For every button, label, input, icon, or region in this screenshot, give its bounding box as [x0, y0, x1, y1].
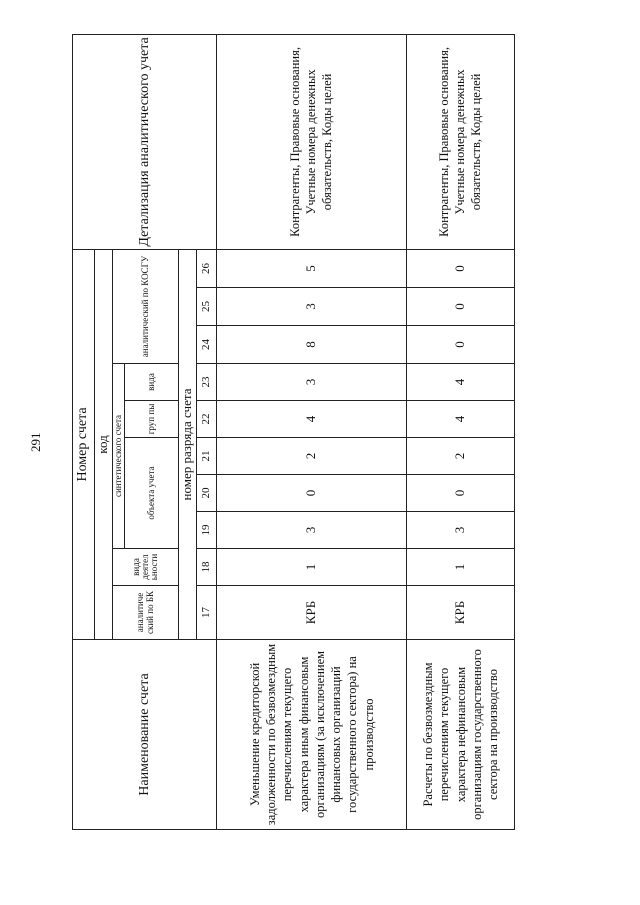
detail-cell: Контрагенты, Правовые основания, Учетные номера денежных обязательств, Коды целей [407, 34, 515, 249]
value-cell: 2 [217, 438, 407, 475]
value-cell: 4 [407, 401, 515, 438]
analytical-bk-header: аналитиче ский по БК [112, 586, 178, 640]
value-cell: 0 [407, 475, 515, 512]
col-number: 25 [197, 288, 217, 326]
col-number: 20 [197, 475, 217, 512]
account-number-header: Номер счета [73, 249, 95, 639]
value-cell: 8 [217, 326, 407, 364]
synthetic-header: синтетического счета [112, 364, 124, 549]
col-number: 21 [197, 438, 217, 475]
code-header: код [95, 249, 113, 639]
account-name-cell: Расчеты по безвозмездным перечислениям текущего характера нефинансовым организациям государственного сектора на производство [407, 640, 515, 830]
col-number: 26 [197, 249, 217, 287]
value-cell: 0 [217, 475, 407, 512]
col-number: 24 [197, 326, 217, 364]
type-header: вида [125, 364, 179, 401]
value-cell: 3 [217, 288, 407, 326]
value-cell: 3 [217, 512, 407, 549]
digit-number-header: номер разряда счета [179, 249, 197, 639]
col-number: 18 [197, 549, 217, 586]
col-number: 17 [197, 586, 217, 640]
group-header: груп пы [125, 401, 179, 438]
value-cell: 1 [217, 549, 407, 586]
value-cell: 1 [407, 549, 515, 586]
value-cell: 3 [217, 364, 407, 401]
activity-type-header: вида деятел ьности [112, 549, 178, 586]
col-number: 22 [197, 401, 217, 438]
rotated-page [72, 35, 504, 830]
value-cell: 0 [407, 326, 515, 364]
detail-cell: Контрагенты, Правовые основания, Учетные номера денежных обязательств, Коды целей [217, 34, 407, 249]
value-cell: 3 [407, 512, 515, 549]
account-name-cell: Уменьшение кредиторской задолженности по безвозмездным перечислениям текущего характера иным финансовым организациям (за исключением финансовых организаций государственного сектора) на производство [217, 640, 407, 830]
col-number: 23 [197, 364, 217, 401]
value-cell: 0 [407, 288, 515, 326]
value-cell: КРБ [407, 586, 515, 640]
value-cell: 4 [407, 364, 515, 401]
col-number: 19 [197, 512, 217, 549]
page-number: 291 [28, 432, 43, 452]
table-row [217, 34, 407, 829]
accounts-table [72, 34, 515, 830]
value-cell: 0 [407, 249, 515, 287]
accounting-object-header: объекта учета [125, 438, 179, 549]
kosgu-header: аналитический по КОСГУ [112, 249, 178, 363]
value-cell: 4 [217, 401, 407, 438]
value-cell: КРБ [217, 586, 407, 640]
detail-header: Детализация аналитического учета [73, 34, 217, 249]
account-name-header: Наименование счета [73, 640, 217, 830]
value-cell: 5 [217, 249, 407, 287]
value-cell: 2 [407, 438, 515, 475]
table-row [407, 34, 515, 829]
